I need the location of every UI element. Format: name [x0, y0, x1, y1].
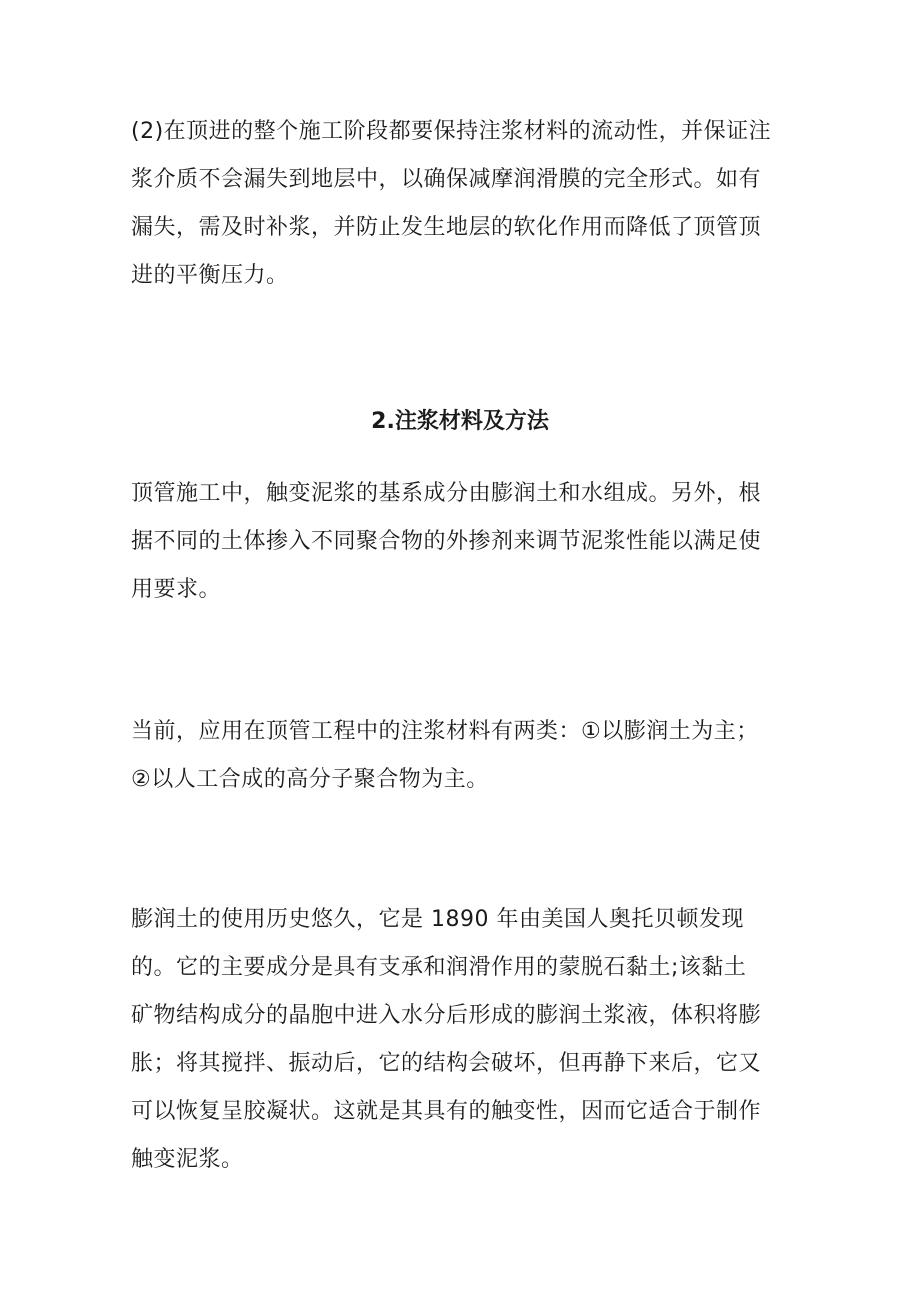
text-line: 用要求。 — [131, 577, 222, 602]
text-line: (2)在顶进的整个施工阶段都要保持注浆材料的流动性，并保证注 — [131, 119, 772, 144]
text-line: 触变泥浆。 — [131, 1147, 244, 1172]
text-line: 据不同的土体掺入不同聚合物的外掺剂来调节泥浆性能以满足使 — [131, 529, 762, 554]
paragraph-thixotropic-slurry — [131, 470, 791, 614]
text-line: 浆介质不会漏失到地层中，以确保减摩润滑膜的完全形式。如有 — [131, 167, 762, 192]
text-line: 膨润土的使用历史悠久，它是 1890 年由美国人奥托贝顿发现 — [131, 907, 744, 932]
text-line: 的。它的主要成分是具有支承和润滑作用的蒙脱石黏土;该黏土 — [131, 955, 747, 980]
text-line: 当前，应用在顶管工程中的注浆材料有两类：①以膨润土为主； — [131, 719, 759, 744]
text-line: 可以恢复呈胶凝状。这就是其具有的触变性，因而它适合于制作 — [131, 1099, 762, 1124]
text-line: 胀；将其搅拌、振动后，它的结构会破坏，但再静下来后，它又 — [131, 1051, 762, 1076]
paragraph-grouting-fluidity — [131, 108, 791, 300]
text-line: 进的平衡压力。 — [131, 263, 289, 288]
text-line: 漏失，需及时补浆，并防止发生地层的软化作用而降低了顶管顶 — [131, 215, 762, 240]
section-heading: 2.注浆材料及方法 — [371, 409, 549, 434]
paragraph-grouting-material-types — [131, 708, 791, 804]
text-line: 顶管施工中，触变泥浆的基系成分由膨润土和水组成。另外，根 — [131, 481, 762, 506]
paragraph-bentonite-history — [131, 896, 791, 1184]
text-line: ②以人工合成的高分子聚合物为主。 — [131, 767, 489, 792]
text-line: 矿物结构成分的晶胞中进入水分后形成的膨润土浆液，体积将膨 — [131, 1003, 762, 1028]
